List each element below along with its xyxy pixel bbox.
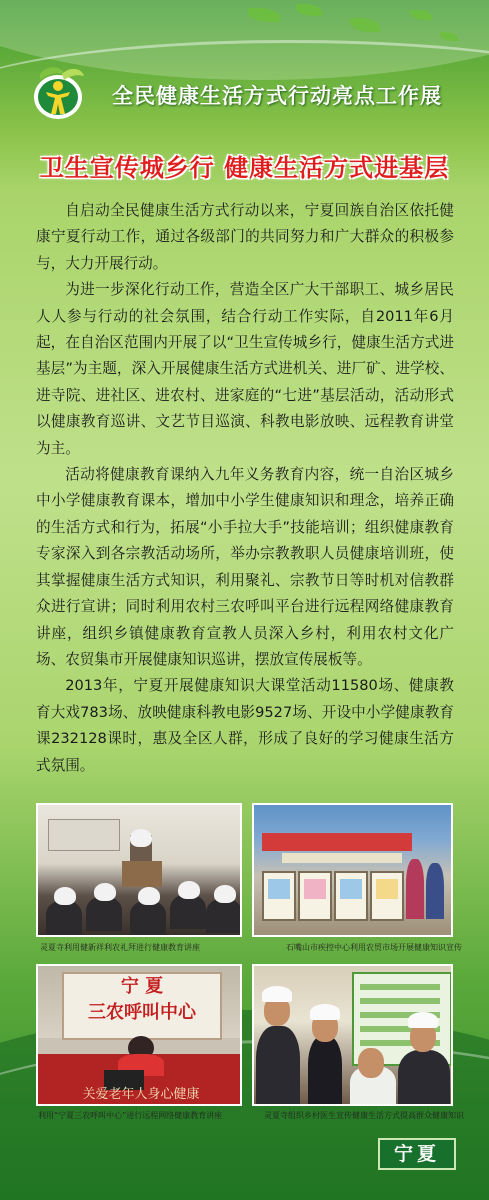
audience-cap bbox=[214, 885, 236, 903]
photo-doctor-visit bbox=[252, 964, 453, 1106]
audience-member bbox=[170, 895, 206, 929]
healthy-lifestyle-logo-icon bbox=[28, 62, 88, 122]
display-board bbox=[262, 871, 296, 921]
photo-caption: 灵夏寺利用健新祥利农礼拜进行健康教育讲座 bbox=[40, 943, 200, 952]
audience-cap bbox=[178, 881, 200, 899]
audience-member bbox=[130, 901, 166, 935]
call-center-sign bbox=[62, 972, 222, 1040]
paragraph: 自启动全民健康生活方式行动以来，宁夏回族自治区依托健康宁夏行动工作，通过各级部门的共同努力和广大群众的积极参与，大力开展行动。 bbox=[36, 202, 454, 272]
red-banner bbox=[262, 833, 412, 851]
paragraph: 为进一步深化行动工作，营造全区广大干部职工、城乡居民人人参与行动的社会氛围，结合行动工作实际，自2011年6月起，在自治区范围内开展了以“卫生宣传城乡行，健康生活方式进基层”为主题，深入开展健康生活方式进机关、进厂矿、进学校、进寺院、进社区、进农村、进家庭的“七进”基层活动，活动形式以健康教育巡讲、文艺节目巡演、科教电影放映、远程教育讲堂为主。 bbox=[36, 281, 454, 457]
sign-line-1: 宁 夏 bbox=[120, 976, 164, 997]
photo-mosque-lecture bbox=[36, 803, 242, 937]
doctor-face bbox=[358, 1048, 384, 1078]
display-board bbox=[370, 871, 404, 921]
audience-member bbox=[86, 897, 122, 931]
elder-cap bbox=[310, 1004, 340, 1020]
visitor bbox=[426, 863, 444, 919]
wall-plaque bbox=[48, 819, 120, 851]
audience-cap bbox=[138, 887, 160, 905]
elder-cap bbox=[262, 986, 292, 1002]
page-title: 全民健康生活方式行动亮点工作展 bbox=[112, 84, 442, 108]
visitor bbox=[406, 859, 424, 919]
audience-cap bbox=[54, 887, 76, 905]
page-subtitle: 卫生宣传城乡行 健康生活方式进基层 bbox=[39, 154, 450, 182]
photo-caption: 灵夏寺组织乡村医生宣传健康生活方式提高群众健康知识 bbox=[264, 1111, 464, 1120]
sign-line-2: 三农呼叫中心 bbox=[88, 1002, 196, 1023]
audience-cap bbox=[94, 883, 116, 901]
lectern bbox=[122, 861, 162, 887]
paragraph: 活动将健康教育课纳入九年义务教育内容，统一自治区城乡中小学健康教育课本，增加中小学生健康知识和理念，培养正确的生活方式和行为，拓展“小手拉大手”技能培训；组织健康教育专家深入到各宗教活动场所，举办宗教教职人员健康培训班，使其掌握健康生活方式知识，利用聚礼、宗教节日等时机对信教群众进行宣讲；同时利用农村三农呼叫平台进行远程网络健康教育讲座，组织乡镇健康教育宣教人员深入乡村，利用农村文化广场、农贸集市开展健康知识巡讲，摆放宣传展板等。 bbox=[36, 466, 454, 668]
white-banner bbox=[282, 853, 402, 863]
display-board bbox=[334, 871, 368, 921]
speaker-cap bbox=[130, 829, 152, 847]
photo-call-center bbox=[36, 964, 242, 1106]
region-label: 宁夏 bbox=[378, 1138, 456, 1170]
article-body bbox=[36, 198, 454, 779]
elder-cap bbox=[408, 1012, 438, 1028]
photo-caption: 利用“宁夏三农呼叫中心”进行远程网络健康教育讲座 bbox=[38, 1111, 223, 1120]
elder-coat bbox=[256, 1026, 300, 1106]
display-board bbox=[298, 871, 332, 921]
elder-coat bbox=[398, 1050, 450, 1106]
audience-member bbox=[206, 899, 242, 933]
photo-market-exhibition bbox=[252, 803, 453, 937]
audience-member bbox=[46, 901, 82, 935]
paragraph: 2013年，宁夏开展健康知识大课堂活动11580场、健康教育大戏783场、放映健康科教电影9527场、开设中小学健康教育课232128课时，惠及全区人群，形成了良好的学习健康生活方式氛围。 bbox=[36, 677, 454, 774]
elder-coat bbox=[308, 1036, 342, 1106]
photo-caption: 石嘴山市疾控中心利用农贸市场开展健康知识宣传 bbox=[286, 943, 462, 952]
desk-banner: 关爱老年人身心健康 bbox=[82, 1087, 200, 1102]
